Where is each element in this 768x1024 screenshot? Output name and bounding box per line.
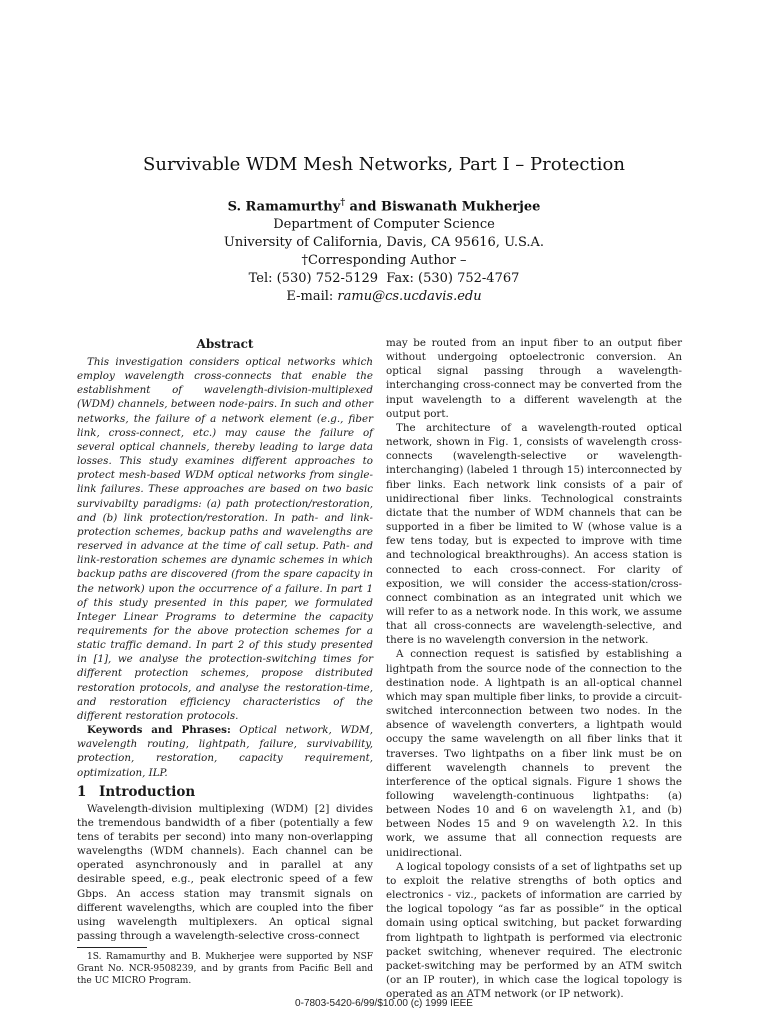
paragraph-3: A connection request is satisfied by establishing a lightpath from the source node of the connection to the destination node. A lightpath is an all-optical channel which may span multiple fiber links, to provide a circuit-switched interconnection between two nodes. In the absence of wavelength converters, a lightpath would occupy the same wavelength on all fiber links that it traverses. Two lightpaths on a fiber link must be on different wavelength channels to prevent the interference of the optical signals. Figure 1 shows the following wavelength-continuous lightpaths: (a) between Nodes 10 and 6 on wavelength λ1, and (b) between Nodes 15 and 9 on wavelength λ2. In this work, we assume that all connection requests are unidirectional. (386, 648, 682, 859)
paragraph-4: A logical topology consists of a set of lightpaths set up to exploit the relative strengths of both optics and electronics - viz., packets of information are carried by the logical topology “as far as possible” in the optical domain using optical switching, but packet forwarding from lightpath to lightpath is performed via electronic packet switching, whenever required. The electronic packet-switching may be performed by an ATM switch (or an IP router), in which case the logical topology is operated as an ATM network (or IP network). (386, 860, 682, 1001)
email-line (0, 288, 768, 306)
author-names (0, 194, 768, 216)
phone-fax: Tel: (530) 752-5129 Fax: (530) 752-4767 (248, 271, 520, 287)
copyright-footer: 0-7803-5420-6/99/$10.00 (c) 1999 IEEE (295, 998, 473, 1009)
department: Department of Computer Science (273, 217, 495, 233)
paragraph-1: may be routed from an input fiber to an output fiber without undergoing optoelectronic conversion. An optical signal passing through a wavelength-interchanging cross-connect may be converted from the input wavelength to a different wavelength at the output port. (386, 337, 682, 420)
paragraph-2: The architecture of a wavelength-routed optical network, shown in Fig. 1, consists of wavelength cross-connects (wavelength-selective or wavelength-interchanging) (labeled 1 through 15) interconnected by fiber links. Each network link consists of a pair of unidirectional fiber links. Technological constraints dictate that the number of WDM channels that can be supported in a fiber be limited to W (whose value is a few tens today, but is expected to improve with time and technological breakthroughs). An access station is connected to each cross-connect. For clarity of exposition, we will consider the access-station/cross-connect combination as an integrated unit which we will refer to as a network node. In this work, we assume that all cross-connects are wavelength-selective, and there is no wavelength conversion in the network. (386, 421, 682, 647)
section-title: Introduction (99, 783, 196, 800)
section-number: 1 (77, 783, 87, 800)
footnote: 1S. Ramamurthy and B. Mukherjee were supported by NSF Grant No. NCR-9508239, and by grants from Pacific Bell and the UC MICRO Program. (77, 952, 373, 987)
abstract-heading: Abstract (196, 337, 254, 351)
email-label: E-mail: (286, 289, 338, 305)
university: University of California, Davis, CA 95616, U.S.A. (223, 235, 545, 251)
footnote-rule (77, 947, 147, 948)
abstract-text: This investigation considers optical networks which employ wavelength cross-connects that enable the establishment of wavelength-division-multiplexed (WDM) channels, between node-pairs. In such and other networks, the failure of a network element (e.g., fiber link, cross-connect, etc.) may cause the failure of several optical channels, thereby leading to large data losses. This study examines different approaches to protect mesh-based WDM optical networks from single-link failures. These approaches are based on two basic survivabilty paradigms: (a) path protection/restoration, and (b) link protection/restoration. In path- and link- protection schemes, backup paths and wavelengths are reserved in advance at the time of call setup. Path- and link-restoration schemes are dynamic schemes in which backup paths are discovered (from the spare capacity in the network) upon the occurrence of a failure. In part 1 of this study presented in this paper, we formulated Integer Linear Programs to determine the capacity requirements for the above protection schemes for a static traffic demand. In part 2 of this study presented in [1], we analyse the protection-switching times for different protection schemes, propose distributed restoration protocols, and analyse the restoration-time, and restoration efficiency characteristics of the different restoration protocols. (77, 356, 373, 722)
keywords-text: Optical network, WDM, wavelength routing, lightpath, failure, survivability, protection, restoration, capacity requirement, optimization, ILP. (77, 724, 373, 779)
keywords-label: Keywords and Phrases: (87, 724, 231, 737)
intro-paragraph: Wavelength-division multiplexing (WDM) [2] divides the tremendous bandwidth of a fiber (potentially a few tens of terabits per second) into many non-overlapping wavelengths (WDM channels). Each channel can be operated asynchronously and in parallel at any desirable speed, e.g., peak electronic speed of a few Gbps. An access station may transmit signals on different wavelengths, which are coupled into the fiber using wavelength multiplexers. An optical signal passing through a wavelength-selective cross-connect (77, 802, 373, 943)
email-address: ramu@cs.ucdavis.edu (337, 289, 482, 305)
author-2: and Biswanath Mukherjee (345, 199, 541, 215)
corresponding-author: †Corresponding Author – (301, 253, 467, 269)
author-block (0, 194, 768, 306)
left-column (77, 336, 373, 987)
right-column (386, 336, 682, 1001)
paper-title: Survivable WDM Mesh Networks, Part I – Protection (143, 154, 625, 175)
section-heading-introduction (77, 783, 373, 801)
author-1: S. Ramamurthy (227, 199, 341, 215)
keywords (77, 723, 373, 780)
dagger-mark: † (340, 198, 346, 208)
